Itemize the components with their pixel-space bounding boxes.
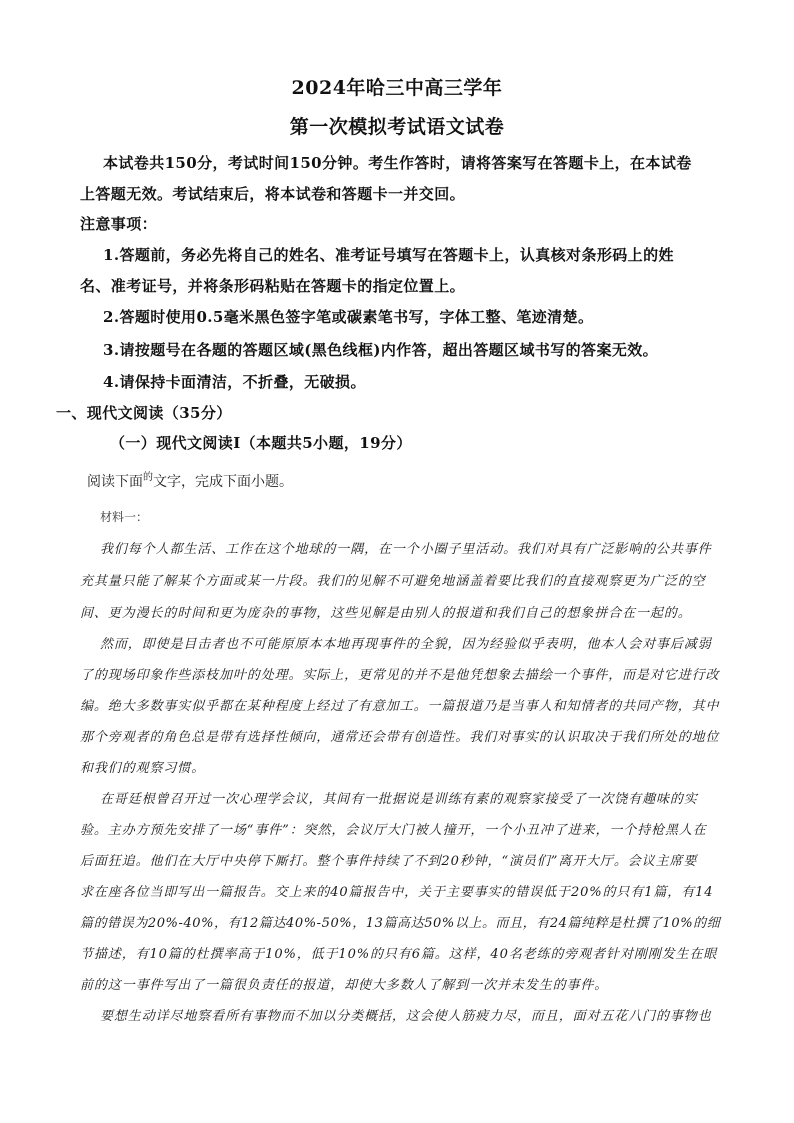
passage-p3-line-3: 后面狂追。他们在大厅中央停下厮打。整个事件持续了不到20秒钟，“演员们”离开大厅。会议主席要 — [80, 854, 698, 869]
reading-instruction — [87, 468, 727, 491]
section-heading: 一、现代文阅读（35分） — [56, 404, 232, 422]
note-item-1-line-2: 名、准考证号，并将条形码粘贴在答题卡的指定位置上。 — [80, 277, 466, 295]
notes-heading: 注意事项： — [80, 215, 158, 233]
instruction-superscript: 的 — [143, 472, 153, 483]
passage-p1-line-3: 间、更为漫长的时间和更为庞杂的事物，这些见解是由别人的报道和我们自己的想象拼合在一起的。 — [80, 606, 692, 621]
material-label: 材料一： — [100, 510, 149, 524]
note-item-1-line-1: 1.答题前，务必先将自己的姓名、准考证号填写在答题卡上，认真核对条形码上的姓 — [103, 246, 674, 264]
passage-p1-line-1: 我们每个人都生活、工作在这个地球的一隅，在一个小圈子里活动。我们对具有广泛影响的公共事件 — [100, 542, 712, 557]
passage-p2-line-2: 了的现场印象作些添枝加叶的处理。实际上，更常见的并不是他凭想象去描绘一个事件，而是对它进行改 — [80, 668, 720, 683]
subsection-heading: （一）现代文阅读Ⅰ（本题共5小题，19分） — [110, 434, 412, 452]
exam-title-year: 2024年哈三中高三学年 — [291, 77, 503, 99]
passage-p4-line-1: 要想生动详尽地察看所有事物而不加以分类概括，这会使人筋疲力尽，而且，面对五花八门的事物也 — [100, 1009, 712, 1024]
passage-p1-line-2: 充其量只能了解某个方面或某一片段。我们的见解不可避免地涵盖着要比我们的直接观察更为广泛的空 — [80, 574, 706, 589]
passage-p3-line-2: 验。主办方预先安排了一场“事件”：突然，会议厅大门被人撞开，一个小丑冲了进来，一个持枪黑人在 — [80, 823, 707, 838]
passage-p2-line-3: 编。绝大多数事实似乎都在某种程度上经过了有意加工。一篇报道乃是当事人和知情者的共同产物，其中 — [80, 699, 720, 714]
intro-line-1: 本试卷共150分，考试时间150分钟。考生作答时，请将答案写在答题卡上，在本试卷 — [103, 154, 692, 172]
instruction-text-a: 阅读下面 — [87, 474, 143, 490]
passage-p2-line-4: 那个旁观者的角色总是带有选择性倾向，通常还会带有创造性。我们对事实的认识取决于我们所处的地位 — [80, 730, 720, 745]
passage-p3-line-6: 节描述，有10篇的杜撰率高于10%，低于10%的只有6篇。这样，40名老练的旁观者针对刚刚发生在眼 — [80, 947, 718, 962]
passage-p2-line-5: 和我们的观察习惯。 — [80, 761, 206, 776]
passage-p3-line-7: 前的这一事件写出了一篇很负责任的报道，却使大多数人了解到一次并未发生的事件。 — [80, 978, 609, 993]
passage-p3-line-5: 篇的错误为20%-40%，有12篇达40%-50%，13篇高达50%以上。而且，有24篇纯粹是杜撰了10%的细 — [80, 916, 721, 931]
intro-line-2: 上答题无效。考试结束后，将本试卷和答题卡一并交回。 — [80, 185, 466, 203]
exam-title-main: 第一次模拟考试语文试卷 — [289, 116, 505, 138]
note-item-3: 3.请按题号在各题的答题区域(黑色线框)内作答，超出答题区域书写的答案无效。 — [103, 341, 659, 359]
note-item-4: 4.请保持卡面清洁，不折叠，无破损。 — [103, 373, 366, 391]
note-item-2: 2.答题时使用0.5毫米黑色签字笔或碳素笔书写，字体工整、笔迹清楚。 — [103, 308, 594, 326]
passage-p3-line-4: 求在座各位当即写出一篇报告。交上来的40篇报告中，关于主要事实的错误低于20%的只有1篇，有14 — [80, 885, 714, 900]
passage-p2-line-1: 然而，即使是目击者也不可能原原本本地再现事件的全貌，因为经验似乎表明，他本人会对事后减弱 — [100, 637, 712, 652]
instruction-text-b: 文字，完成下面小题。 — [153, 474, 293, 490]
passage-p3-line-1: 在哥廷根曾召开过一次心理学会议，其间有一批据说是训练有素的观察家接受了一次饶有趣味的实 — [100, 792, 698, 807]
